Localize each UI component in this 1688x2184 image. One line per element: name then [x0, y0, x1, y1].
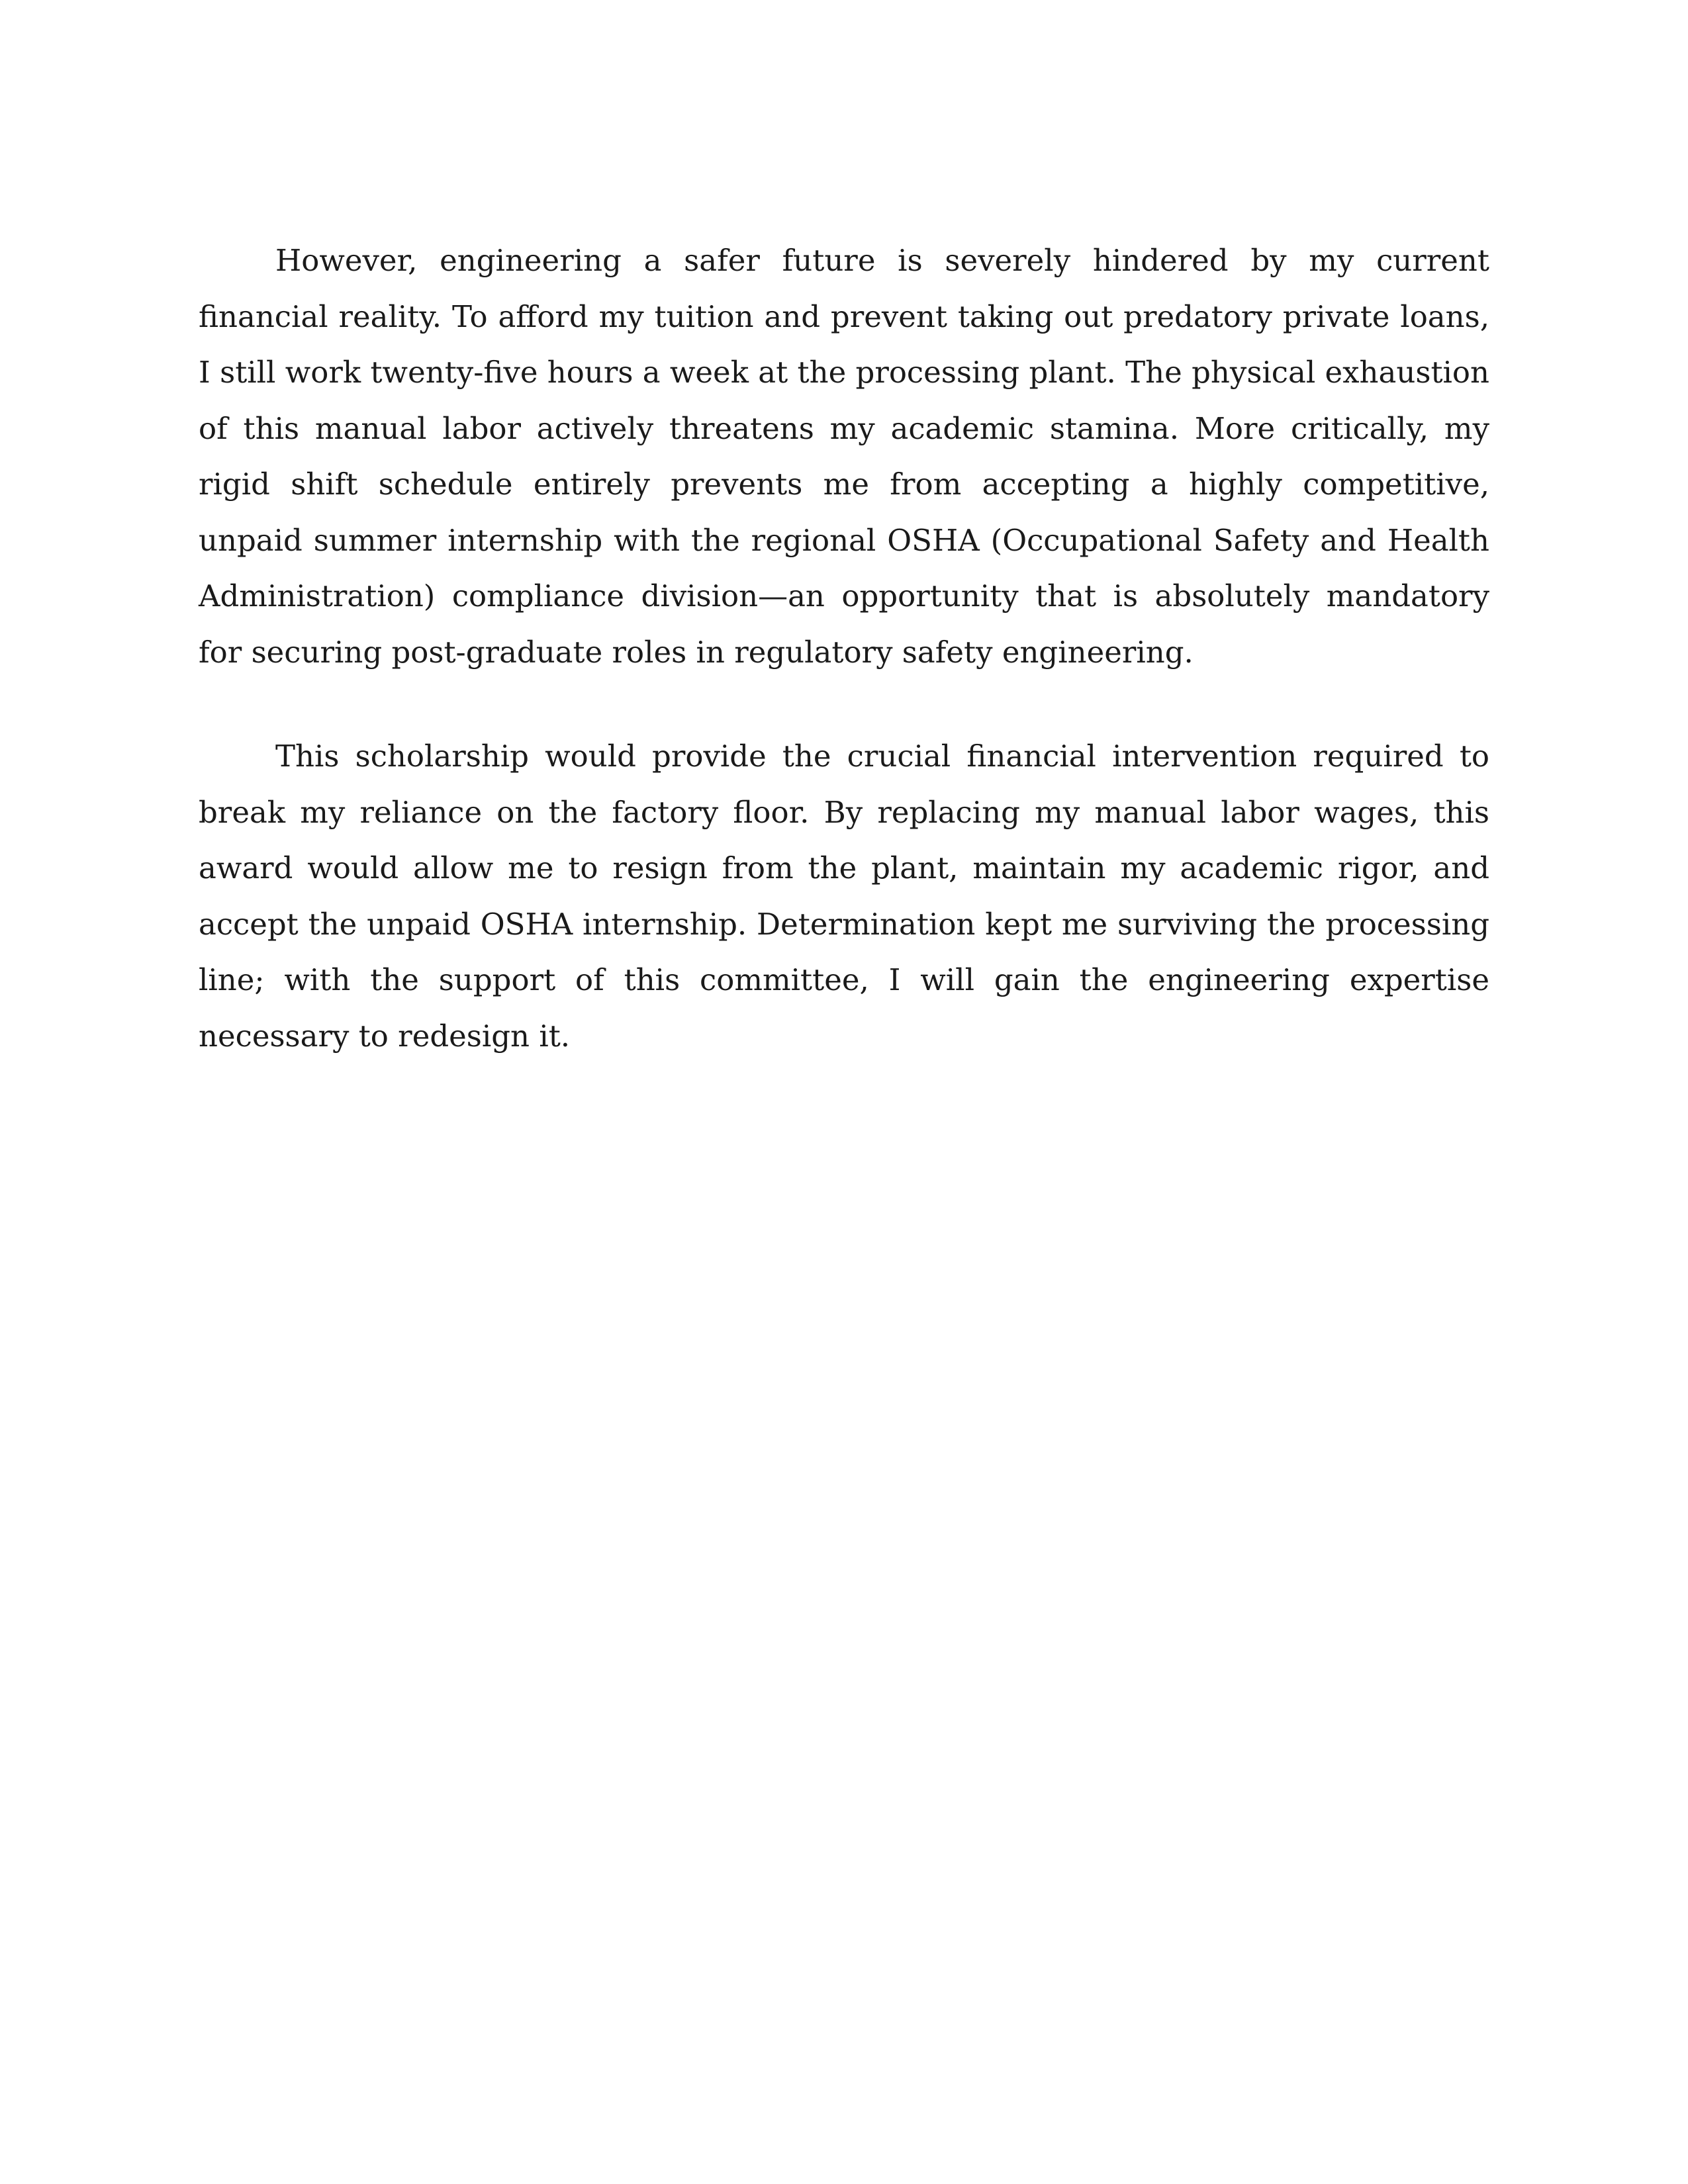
document-body	[199, 233, 1489, 1064]
paragraph-financial-reality: However, engineering a safer future is severely hindered by my current financial reality. To afford my tuition and prevent taking out predatory private loans, I still work twenty-five hours a week at the processing plant. The physical exhaustion of this manual labor actively threatens my academic stamina. More critically, my rigid shift schedule entirely prevents me from accepting a highly competitive, unpaid summer internship with the regional OSHA (Occupational Safety and Health Administration) compliance division—an opportunity that is absolutely mandatory for securing post-graduate roles in regulatory safety engineering.	[199, 243, 1489, 670]
paragraph-scholarship-impact: This scholarship would provide the crucial financial intervention required to break my reliance on the factory floor. By replacing my manual labor wages, this award would allow me to resign from the plant, maintain my academic rigor, and accept the unpaid OSHA internship. Determination kept me surviving the processing line; with the support of this committee, I will gain the engineering expertise necessary to redesign it.	[199, 739, 1489, 1054]
